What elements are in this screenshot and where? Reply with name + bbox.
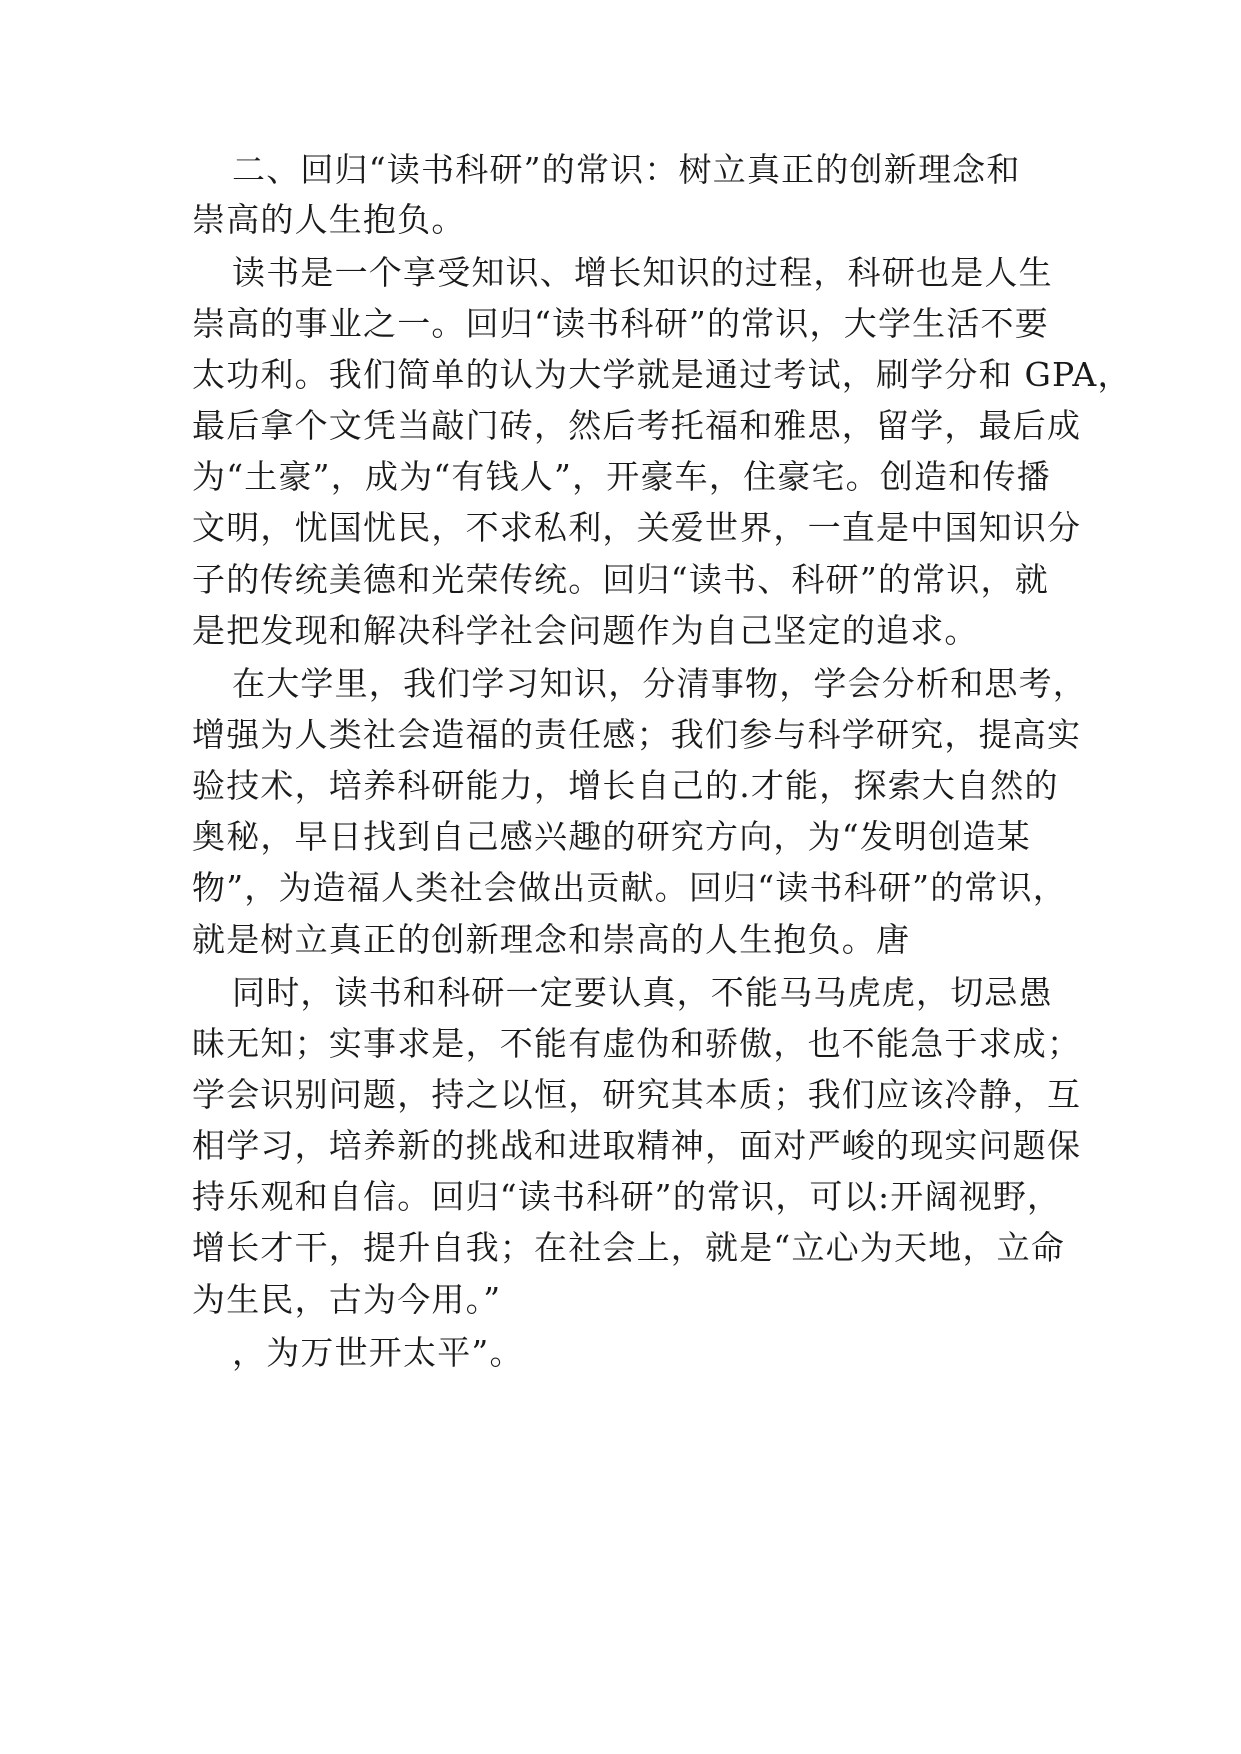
paragraph-3-line-3: 学会识别问题，持之以恒，研究其本质；我们应该冷静，互: [192, 1075, 1082, 1114]
paragraph-2-line-4: 奥秘，早日找到自己感兴趣的研究方向，为“发明创造某: [192, 817, 1031, 856]
paragraph-1-line-8: 是把发现和解决科学社会问题作为自己坚定的追求。: [192, 611, 979, 650]
paragraph-1-line-3: 太功利。我们简单的认为大学就是通过考试，刷学分和 GPA，: [192, 355, 1132, 394]
section-heading-line-2: 崇高的人生抱负。: [192, 200, 466, 239]
paragraph-2-line-5: 物”，为造福人类社会做出贡献。回归“读书科研”的常识，: [192, 868, 1068, 907]
paragraph-3-line-5: 持乐观和自信。回归“读书科研”的常识，可以:开阔视野，: [192, 1177, 1062, 1216]
paragraph-2-line-6: 就是树立真正的创新理念和崇高的人生抱负。唐: [192, 920, 911, 959]
closing-line: ，为万世开太平”。: [232, 1333, 524, 1372]
paragraph-1-line-6: 文明，忧国忧民，不求私利，关爱世界，一直是中国知识分: [192, 508, 1082, 547]
paragraph-1-line-7: 子的传统美德和光荣传统。回归“读书、科研”的常识，就: [192, 560, 1049, 599]
paragraph-2-line-3: 验技术，培养科研能力，增长自己的.才能，探索大自然的: [192, 766, 1059, 805]
paragraph-3-line-4: 相学习，培养新的挑战和进取精神，面对严峻的现实问题保: [192, 1126, 1082, 1165]
paragraph-2-line-2: 增强为人类社会造福的责任感；我们参与科学研究，提高实: [192, 715, 1082, 754]
paragraph-3-line-6: 增长才干，提升自我；在社会上，就是“立心为天地，立命: [192, 1228, 1066, 1267]
paragraph-1-line-2: 崇高的事业之一。回归“读书科研”的常识，大学生活不要: [192, 304, 1049, 343]
paragraph-3-line-2: 昧无知；实事求是，不能有虚伪和骄傲，也不能急于求成；: [192, 1024, 1082, 1063]
paragraph-1-line-5: 为“土豪”，成为“有钱人”，开豪车，住豪宅。创造和传播: [192, 457, 1051, 496]
paragraph-3-line-7: 为生民，古为今用。”: [192, 1280, 502, 1319]
paragraph-1-line-4: 最后拿个文凭当敲门砖，然后考托福和雅思，留学，最后成: [192, 406, 1082, 445]
section-heading-line-1: 二、回归“读书科研”的常识：树立真正的创新理念和: [232, 150, 1021, 189]
paragraph-2-line-1: 在大学里，我们学习知识，分清事物，学会分析和思考，: [232, 664, 1087, 703]
paragraph-1-line-1: 读书是一个享受知识、增长知识的过程，科研也是人生: [232, 253, 1053, 292]
paragraph-3-line-1: 同时，读书和科研一定要认真，不能马马虎虎，切忌愚: [232, 973, 1053, 1012]
